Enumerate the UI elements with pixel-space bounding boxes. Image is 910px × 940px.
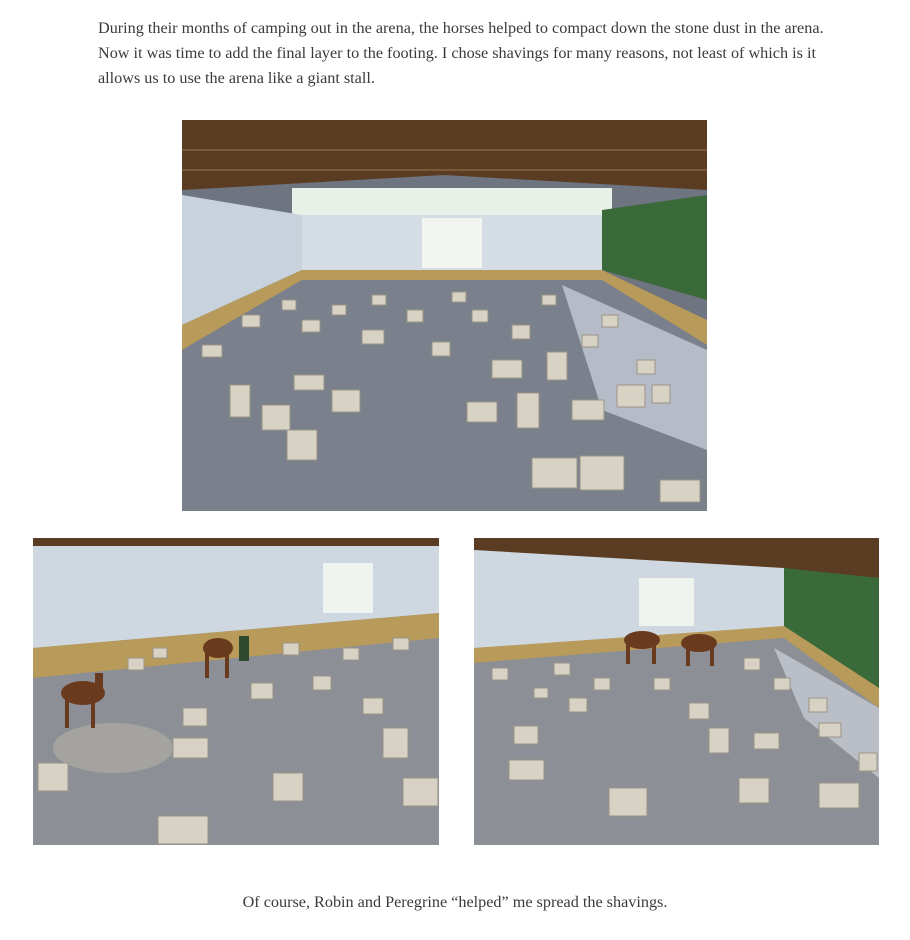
intro-paragraph: During their months of camping out in the arena, the horses helped to compact down the stone dust in the arena. Now it was time to add the final layer to the footing. I chose shavings for many reasons, not least of which is it allows us to use the arena like a giant stall. bbox=[98, 19, 824, 87]
horses-spreading-shavings-right-photo bbox=[474, 538, 879, 845]
horses-spreading-shavings-left-photo bbox=[33, 538, 439, 845]
arena-shavings-bags-photo bbox=[182, 120, 707, 511]
photo-caption: Of course, Robin and Peregrine “helped” me spread the shavings. bbox=[242, 893, 668, 911]
